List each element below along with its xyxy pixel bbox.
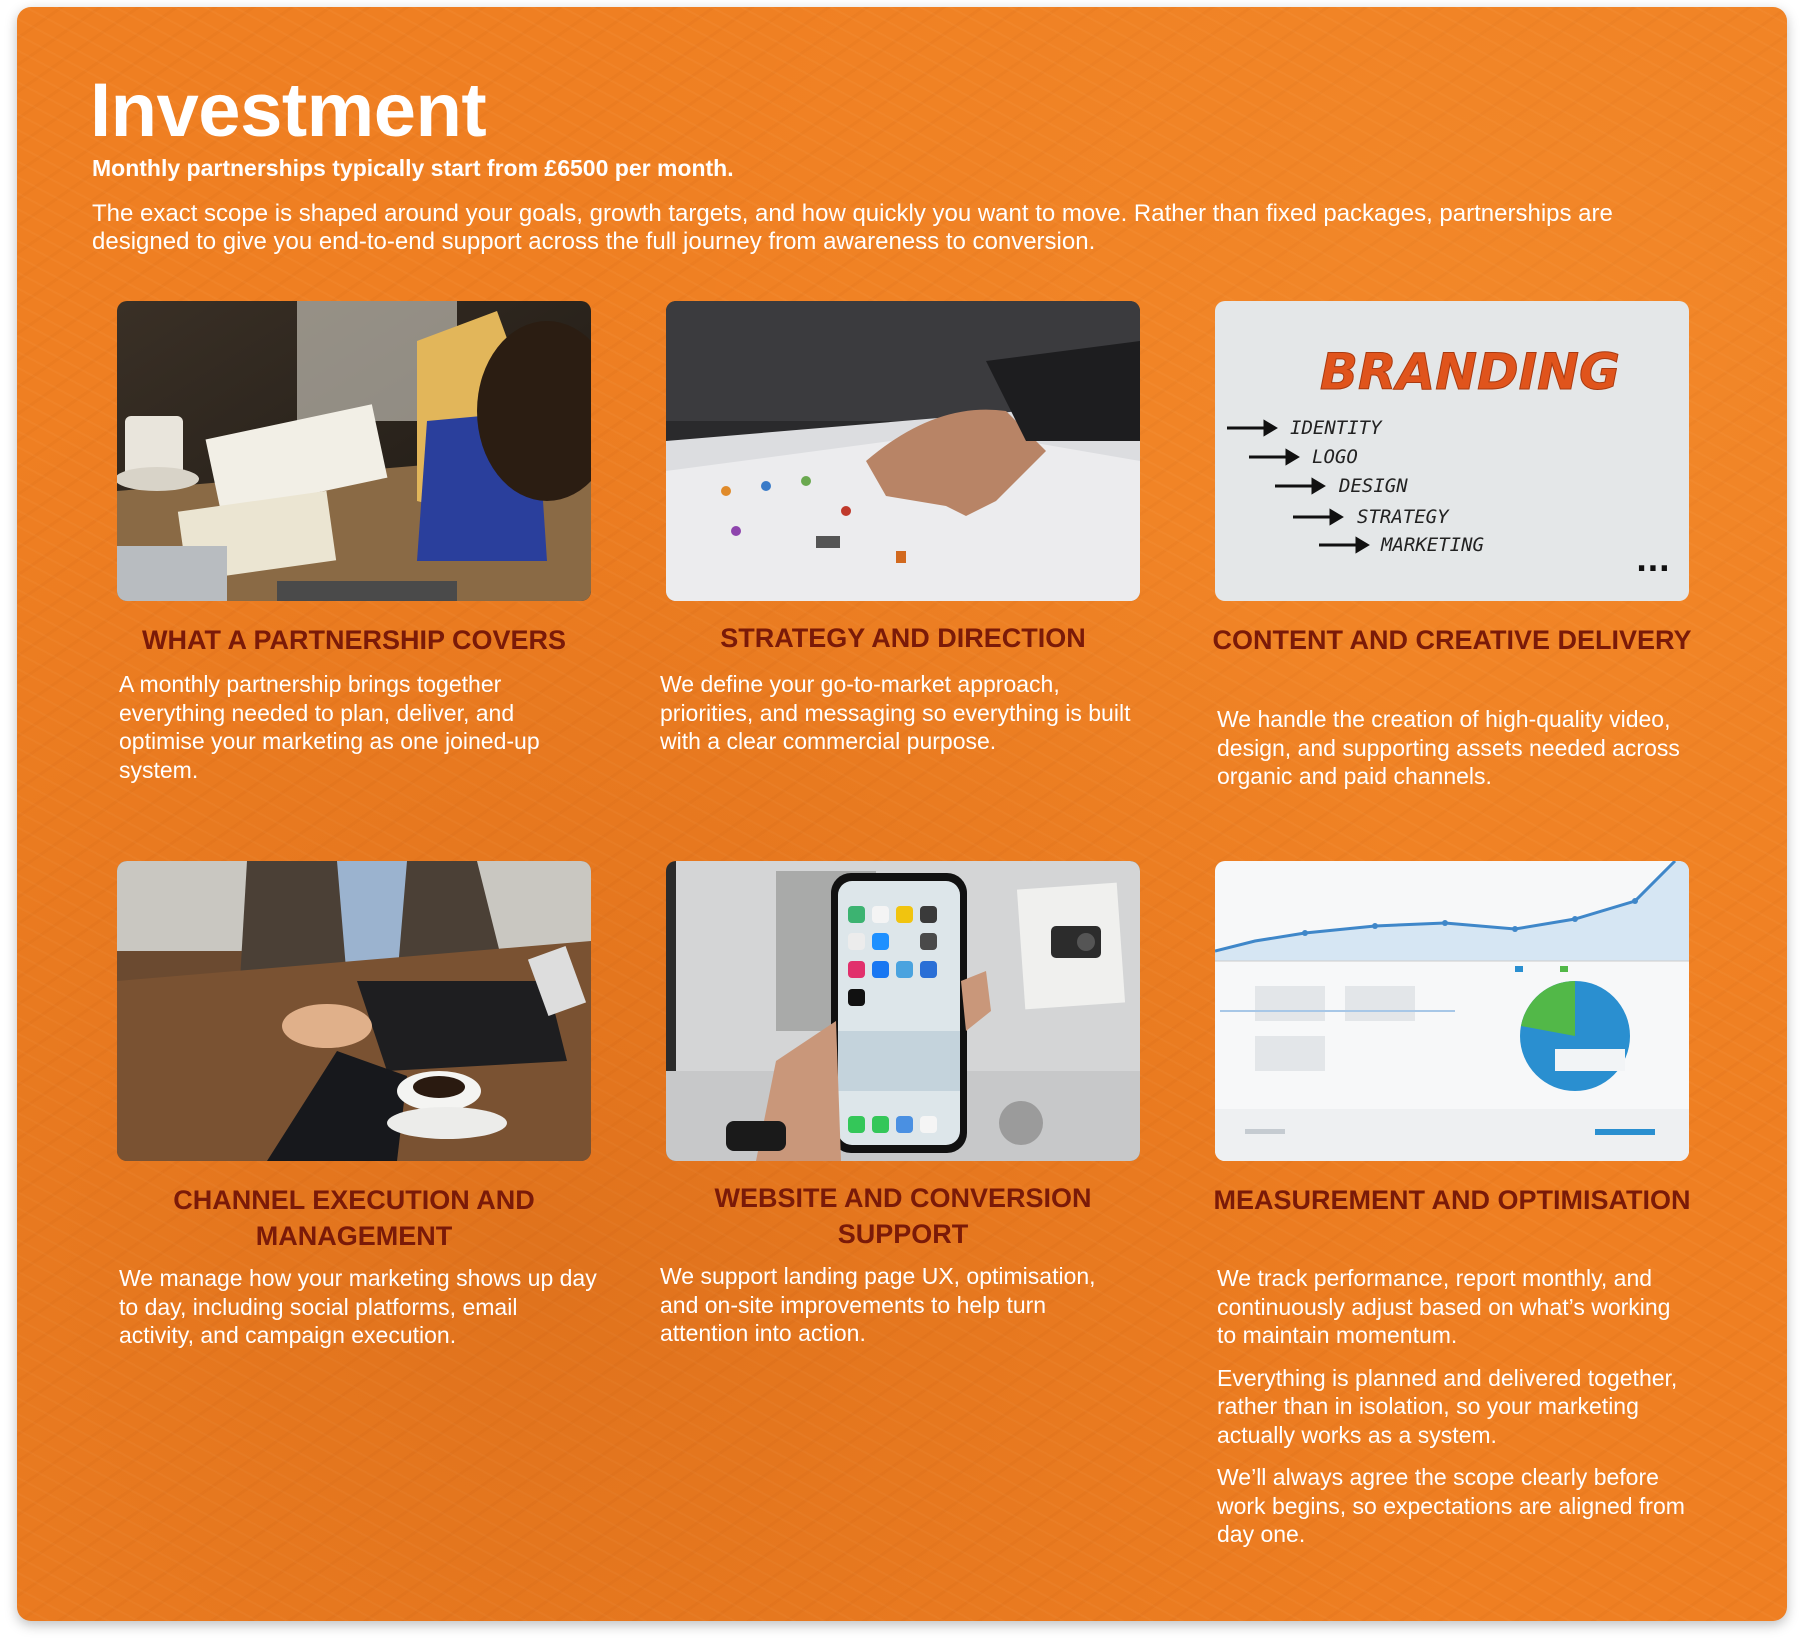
card-heading: STRATEGY AND DIRECTION: [720, 623, 1086, 653]
card-heading: MEASUREMENT AND OPTIMISATION: [1213, 1185, 1691, 1215]
whiteboard-title: BRANDING: [1319, 343, 1621, 401]
branding-whiteboard-illustration: [1215, 301, 1689, 601]
analytics-dashboard-photo: [1215, 861, 1689, 1161]
smartphone-apps-illustration: [666, 861, 1140, 1161]
pricing-subtitle: Monthly partnerships typically start from £6500 per month.: [92, 155, 734, 181]
card-description: A monthly partnership brings together everything needed to plan, deliver, and optimise your marketing as one joined-up system.: [119, 671, 540, 783]
card-heading: CONTENT AND CREATIVE DELIVERY: [1212, 625, 1692, 655]
card-heading: WEBSITE AND CONVERSION SUPPORT: [714, 1183, 1092, 1249]
analytics-dashboard-illustration: [1215, 861, 1689, 1161]
whiteboard-item: STRATEGY: [1357, 506, 1449, 528]
intro-paragraph: The exact scope is shaped around your goals, growth targets, and how quickly you want to move. Rather than fixed packages, partnerships are designed to give you end-to-end support across the full journey from awareness to conversion.: [92, 200, 1613, 255]
page-title: Investment: [90, 68, 487, 153]
whiteboard-item: LOGO: [1312, 446, 1358, 468]
whiteboard-item: IDENTITY: [1290, 417, 1382, 439]
card-description: We track performance, report monthly, and continuously adjust based on what’s working to maintain momentum.: [1217, 1265, 1671, 1348]
branding-whiteboard-photo: [1215, 301, 1689, 601]
card-description: Everything is planned and delivered together, rather than in isolation, so your marketing actually works as a system.: [1217, 1364, 1678, 1448]
whiteboard-item: MARKETING: [1381, 534, 1484, 556]
card-description: We manage how your marketing shows up day to day, including social platforms, email activity, and campaign execution.: [119, 1265, 597, 1348]
card-description: We handle the creation of high-quality video, design, and supporting assets needed across organic and paid channels.: [1217, 706, 1680, 789]
whiteboard-more: ...: [1635, 544, 1671, 579]
team-working-desk-illustration: [117, 301, 591, 601]
whiteboard-item: DESIGN: [1339, 475, 1408, 497]
team-working-desk-photo: [117, 301, 591, 601]
card-description: We define your go-to-market approach, priorities, and messaging so everything is built with a clear commercial purpose.: [660, 671, 1131, 754]
hand-on-design-sheets-photo: [666, 301, 1140, 601]
card-heading: WHAT A PARTNERSHIP COVERS: [141, 625, 567, 655]
smartphone-apps-photo: [666, 861, 1140, 1161]
card-description: We support landing page UX, optimisation, and on-site improvements to help turn attention into action.: [660, 1263, 1096, 1346]
hand-on-design-sheets-illustration: [666, 301, 1140, 601]
handshake-meeting-photo: [117, 861, 591, 1161]
handshake-meeting-illustration: [117, 861, 591, 1161]
card-heading: CHANNEL EXECUTION AND MANAGEMENT: [173, 1185, 535, 1251]
investment-panel: [17, 7, 1787, 1621]
card-description: We’ll always agree the scope clearly before work begins, so expectations are aligned from day one.: [1217, 1464, 1685, 1547]
